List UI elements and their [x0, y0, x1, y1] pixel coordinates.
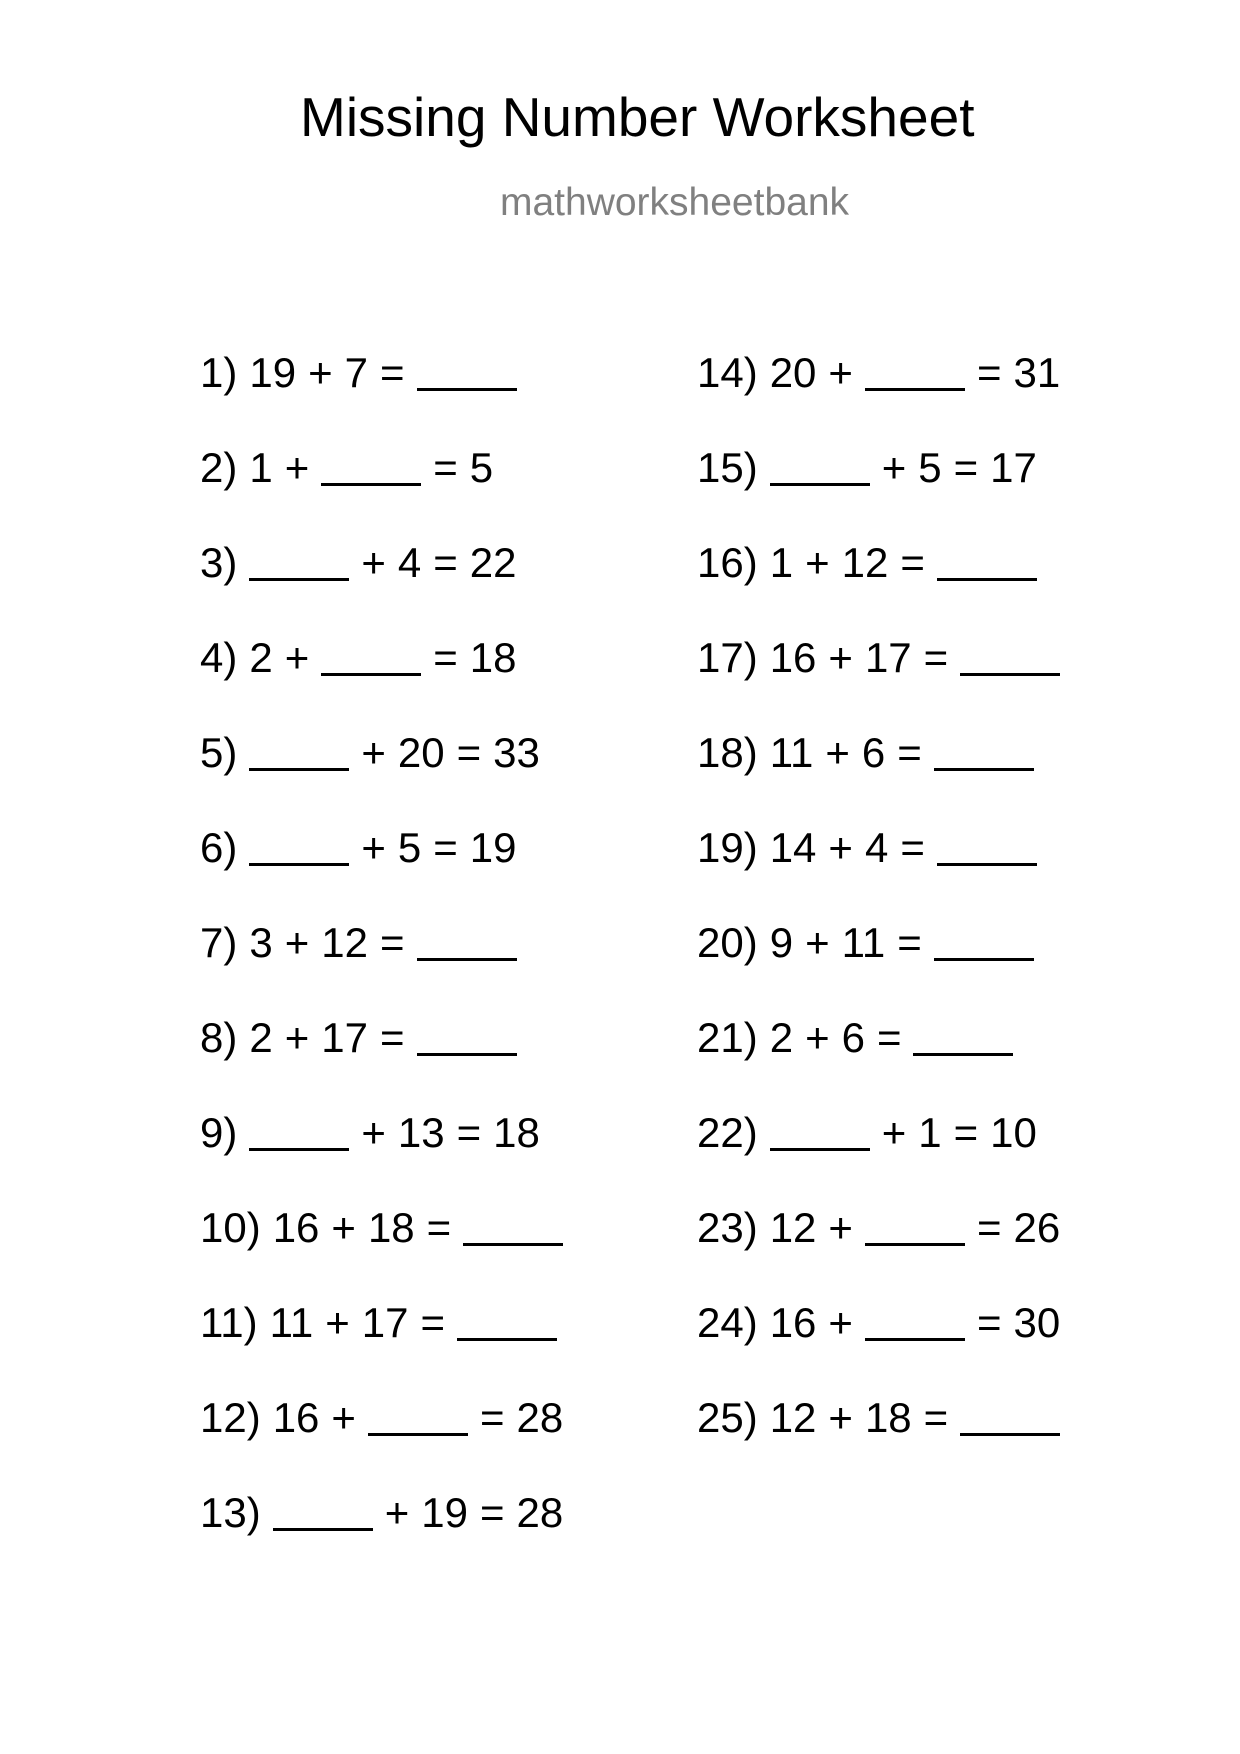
problem-number: 14)	[697, 349, 758, 396]
problem-number: 16)	[697, 539, 758, 586]
problem-operand: 4	[864, 824, 889, 871]
plus-operator: +	[828, 349, 853, 396]
plus-operator: +	[805, 539, 830, 586]
plus-operator: +	[828, 1204, 853, 1251]
answer-blank[interactable]	[865, 1338, 965, 1341]
problem-number: 4)	[200, 634, 238, 681]
problem-column-left	[200, 349, 575, 1587]
equals-operator: =	[876, 1014, 902, 1061]
problem-operand: 2	[769, 1014, 794, 1061]
equals-operator: =	[897, 729, 922, 776]
answer-blank[interactable]	[249, 863, 349, 866]
equals-operator: =	[900, 824, 925, 871]
problem-item	[697, 824, 1072, 922]
problem-operand: 20	[397, 729, 445, 776]
problem-operand: 16	[769, 1299, 817, 1346]
equals-operator: =	[923, 1394, 949, 1441]
problem-item	[200, 1109, 575, 1207]
answer-blank[interactable]	[937, 863, 1037, 866]
plus-operator: +	[881, 444, 907, 491]
problem-item	[697, 444, 1072, 542]
problem-number: 11)	[200, 1299, 258, 1346]
answer-blank[interactable]	[770, 483, 870, 486]
problem-item	[697, 1394, 1072, 1492]
problem-number: 2)	[200, 444, 238, 491]
problem-operand: 3	[249, 919, 273, 966]
problem-operand: 28	[516, 1394, 564, 1441]
problem-item	[200, 729, 575, 827]
plus-operator: +	[805, 1014, 830, 1061]
answer-blank[interactable]	[937, 578, 1037, 581]
problem-number: 3)	[200, 539, 238, 586]
problem-operand: 11	[269, 1299, 314, 1346]
problem-number: 15)	[697, 444, 758, 491]
problem-item	[200, 634, 575, 732]
problem-operand: 14	[769, 824, 817, 871]
problem-item	[200, 1204, 575, 1302]
answer-blank[interactable]	[865, 388, 965, 391]
problem-number: 6)	[200, 824, 238, 871]
problem-operand: 2	[249, 634, 273, 681]
equals-operator: =	[433, 539, 458, 586]
answer-blank[interactable]	[368, 1433, 468, 1436]
plus-operator: +	[331, 1204, 356, 1251]
problem-item	[697, 634, 1072, 732]
problem-operand: 5	[918, 444, 942, 491]
problem-item	[697, 349, 1072, 447]
problem-number: 12)	[200, 1394, 261, 1441]
equals-operator: =	[479, 1394, 505, 1441]
problem-item	[200, 919, 575, 1017]
problem-item	[697, 729, 1072, 827]
equals-operator: =	[420, 1299, 445, 1346]
problem-operand: 1	[249, 444, 273, 491]
plus-operator: +	[805, 919, 830, 966]
equals-operator: =	[479, 1489, 505, 1536]
problem-operand: 17	[864, 634, 912, 681]
problem-number: 1)	[200, 349, 238, 396]
answer-blank[interactable]	[960, 673, 1060, 676]
problem-item	[200, 1014, 575, 1112]
problem-item	[200, 1299, 575, 1397]
problem-operand: 33	[493, 729, 540, 776]
plus-operator: +	[828, 1394, 853, 1441]
problem-number: 22)	[697, 1109, 758, 1156]
answer-blank[interactable]	[417, 958, 517, 961]
problem-item	[697, 1014, 1072, 1112]
plus-operator: +	[361, 1109, 386, 1156]
problem-operand: 1	[769, 539, 794, 586]
problem-number: 5)	[200, 729, 238, 776]
plus-operator: +	[284, 1014, 310, 1061]
answer-blank[interactable]	[457, 1338, 557, 1341]
plus-operator: +	[361, 729, 386, 776]
problem-operand: 16	[272, 1204, 320, 1251]
plus-operator: +	[384, 1489, 410, 1536]
page-title: Missing Number Worksheet	[300, 86, 975, 148]
problem-column-right	[697, 349, 1072, 1492]
problem-operand: 26	[1013, 1204, 1061, 1251]
problem-number: 18)	[697, 729, 758, 776]
problem-operand: 5	[397, 824, 422, 871]
problem-operand: 12	[841, 539, 889, 586]
answer-blank[interactable]	[321, 483, 421, 486]
plus-operator: +	[361, 824, 386, 871]
problem-operand: 20	[769, 349, 817, 396]
problem-operand: 13	[397, 1109, 445, 1156]
answer-blank[interactable]	[960, 1433, 1060, 1436]
problem-operand: 7	[344, 349, 368, 396]
problem-operand: 18	[469, 634, 517, 681]
equals-operator: =	[976, 1204, 1002, 1251]
problem-number: 20)	[697, 919, 758, 966]
problem-item	[697, 1204, 1072, 1302]
answer-blank[interactable]	[770, 1148, 870, 1151]
problem-number: 17)	[697, 634, 758, 681]
problem-operand: 12	[769, 1394, 817, 1441]
equals-operator: =	[426, 1204, 452, 1251]
problem-number: 7)	[200, 919, 238, 966]
answer-blank[interactable]	[249, 1148, 349, 1151]
plus-operator: +	[825, 729, 850, 776]
problem-operand: 18	[367, 1204, 415, 1251]
problem-number: 9)	[200, 1109, 238, 1156]
answer-blank[interactable]	[417, 1053, 517, 1056]
problem-operand: 6	[841, 1014, 865, 1061]
equals-operator: =	[897, 919, 922, 966]
equals-operator: =	[379, 349, 405, 396]
problem-operand: 6	[861, 729, 886, 776]
problem-operand: 4	[397, 539, 422, 586]
equals-operator: =	[976, 349, 1002, 396]
equals-operator: =	[456, 729, 482, 776]
equals-operator: =	[433, 634, 458, 681]
plus-operator: +	[828, 1299, 853, 1346]
equals-operator: =	[923, 634, 949, 681]
plus-operator: +	[284, 444, 310, 491]
answer-blank[interactable]	[934, 768, 1034, 771]
answer-blank[interactable]	[934, 958, 1034, 961]
equals-operator: =	[379, 919, 405, 966]
answer-blank[interactable]	[463, 1243, 563, 1246]
plus-operator: +	[284, 919, 310, 966]
plus-operator: +	[361, 539, 386, 586]
problem-number: 13)	[200, 1489, 261, 1536]
problem-operand: 12	[769, 1204, 817, 1251]
problem-operand: 11	[841, 919, 886, 966]
problem-operand: 19	[469, 824, 517, 871]
problem-operand: 17	[361, 1299, 409, 1346]
equals-operator: =	[433, 824, 458, 871]
problem-number: 8)	[200, 1014, 238, 1061]
problem-operand: 31	[1013, 349, 1061, 396]
plus-operator: +	[331, 1394, 356, 1441]
problem-operand: 12	[321, 919, 368, 966]
problem-item	[697, 1299, 1072, 1397]
answer-blank[interactable]	[273, 1528, 373, 1531]
problem-operand: 19	[249, 349, 297, 396]
problem-item	[697, 919, 1072, 1017]
problem-item	[200, 1489, 575, 1587]
problem-item	[697, 1109, 1072, 1207]
problem-number: 23)	[697, 1204, 758, 1251]
problem-operand: 2	[249, 1014, 273, 1061]
answer-blank[interactable]	[865, 1243, 965, 1246]
answer-blank[interactable]	[913, 1053, 1013, 1056]
problem-item	[200, 824, 575, 922]
answer-blank[interactable]	[417, 388, 517, 391]
problem-number: 24)	[697, 1299, 758, 1346]
problem-operand: 17	[990, 444, 1037, 491]
problem-operand: 10	[990, 1109, 1037, 1156]
plus-operator: +	[284, 634, 310, 681]
problem-item	[200, 539, 575, 637]
problem-operand: 18	[493, 1109, 540, 1156]
problem-operand: 16	[769, 634, 817, 681]
problem-item	[200, 1394, 575, 1492]
problem-number: 10)	[200, 1204, 261, 1251]
problem-operand: 28	[516, 1489, 564, 1536]
problem-operand: 30	[1013, 1299, 1061, 1346]
equals-operator: =	[456, 1109, 482, 1156]
equals-operator: =	[433, 444, 458, 491]
problem-operand: 18	[864, 1394, 912, 1441]
problem-item	[200, 444, 575, 542]
problem-operand: 19	[421, 1489, 468, 1536]
answer-blank[interactable]	[249, 578, 349, 581]
equals-operator: =	[953, 1109, 979, 1156]
problem-operand: 11	[769, 729, 814, 776]
problem-operand: 5	[469, 444, 494, 491]
equals-operator: =	[953, 444, 979, 491]
plus-operator: +	[828, 824, 853, 871]
answer-blank[interactable]	[321, 673, 421, 676]
plus-operator: +	[308, 349, 333, 396]
equals-operator: =	[900, 539, 925, 586]
answer-blank[interactable]	[249, 768, 349, 771]
problem-item	[697, 539, 1072, 637]
problem-operand: 1	[918, 1109, 942, 1156]
equals-operator: =	[379, 1014, 405, 1061]
problem-operand: 22	[469, 539, 517, 586]
problem-operand: 16	[272, 1394, 320, 1441]
equals-operator: =	[976, 1299, 1002, 1346]
problem-operand: 9	[769, 919, 794, 966]
problem-item	[200, 349, 575, 447]
problem-operand: 17	[321, 1014, 368, 1061]
plus-operator: +	[325, 1299, 350, 1346]
plus-operator: +	[881, 1109, 907, 1156]
problem-number: 25)	[697, 1394, 758, 1441]
publisher-subtitle: mathworksheetbank	[500, 181, 850, 224]
plus-operator: +	[828, 634, 853, 681]
problem-number: 21)	[697, 1014, 758, 1061]
problem-number: 19)	[697, 824, 758, 871]
